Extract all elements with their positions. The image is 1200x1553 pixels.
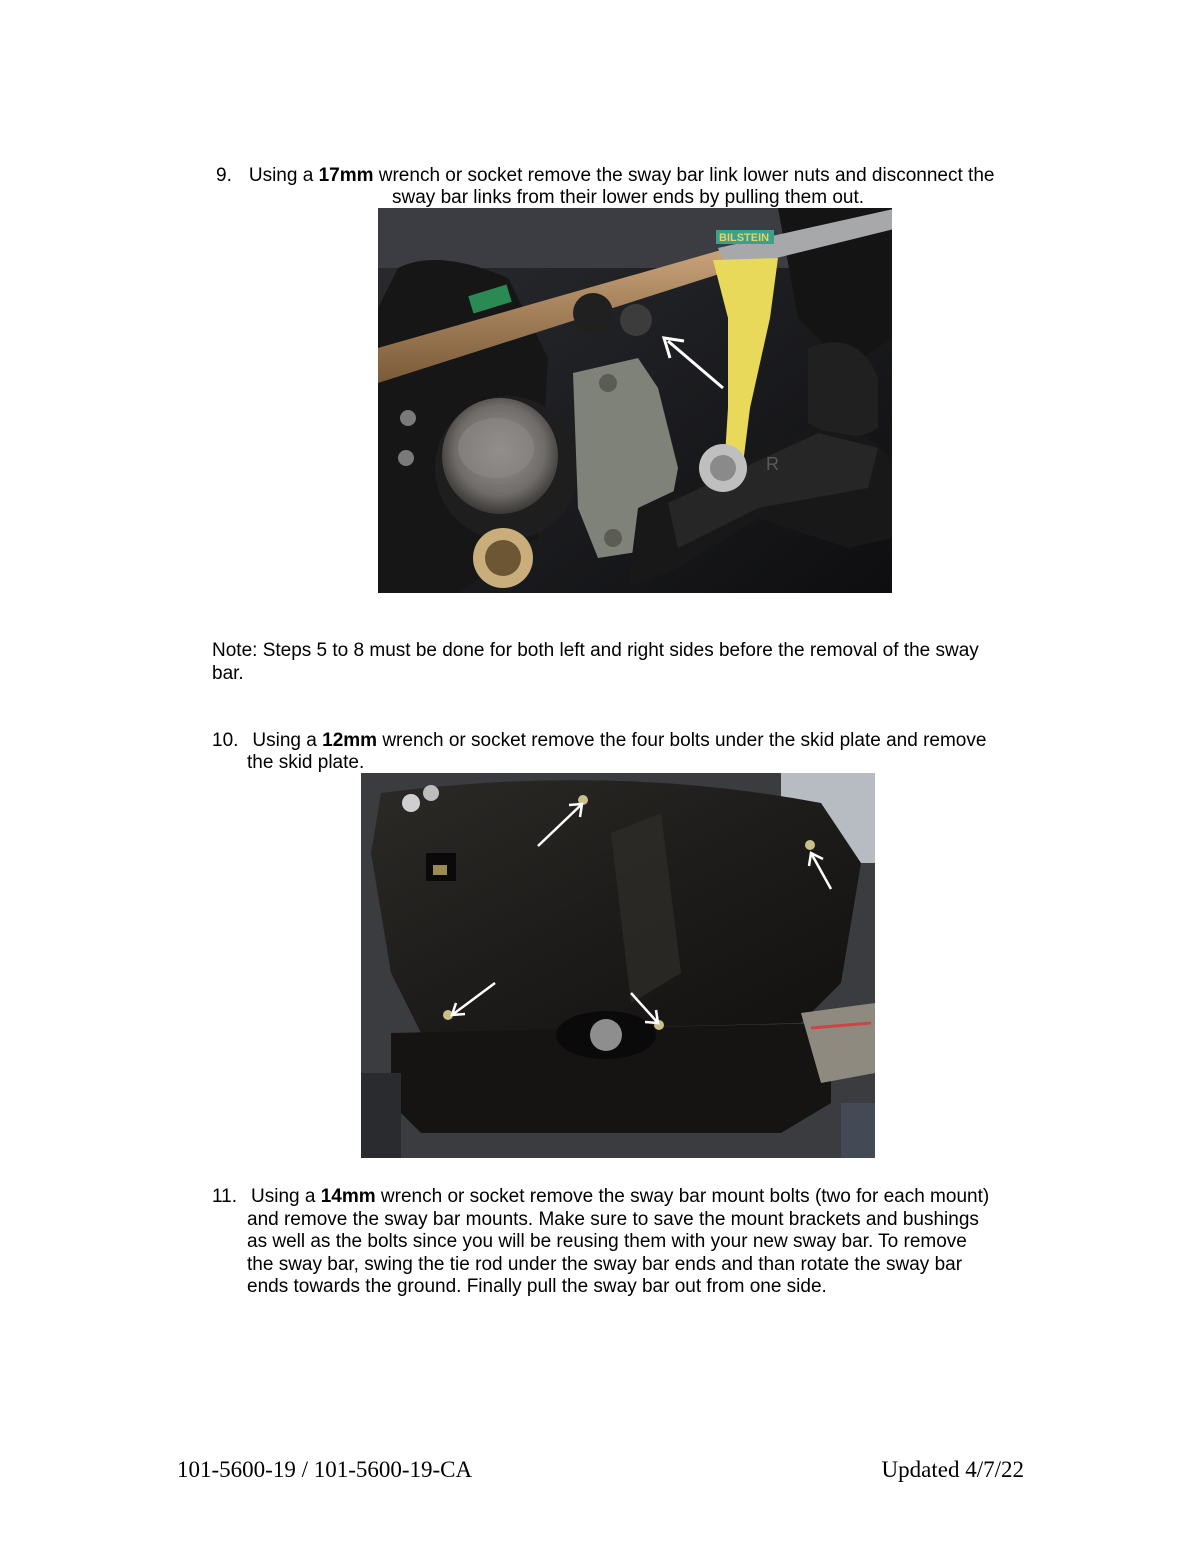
step-10-line2: the skid plate. (247, 752, 365, 773)
step-11-line5: ends towards the ground. Finally pull the sway bar out from one side. (247, 1276, 827, 1297)
step-11-text-line1: wrench or socket remove the sway bar mount bolts (two for each mount) (375, 1186, 990, 1207)
step-9-tool-size: 17mm (318, 165, 374, 186)
step-10-text-before: Using a (252, 730, 323, 751)
note-line2: bar. (212, 663, 244, 684)
step-11-line2: and remove the sway bar mounts. Make sure to save the mount brackets and bushings (247, 1209, 979, 1230)
sway-bar-link-photo (378, 208, 892, 593)
knuckle-r-mark: R (766, 454, 779, 474)
footer-updated-date: Updated 4/7/22 (881, 1457, 1024, 1482)
step-9-number: 9. (216, 165, 232, 186)
step-10-text-line1: wrench or socket remove the four bolts under the skid plate and remove (377, 730, 987, 751)
footer-part-number: 101-5600-19 / 101-5600-19-CA (177, 1457, 473, 1482)
step-10-number: 10. (212, 730, 239, 751)
step-10 (212, 730, 986, 753)
step-9-text-before: Using a (248, 165, 319, 186)
skid-plate-photo (361, 773, 875, 1158)
step-11-line4: the sway bar, swing the tie rod under the sway bar ends and than rotate the sway bar (247, 1254, 963, 1275)
step-11-number: 11. (212, 1186, 238, 1207)
shock-brand-label: BILSTEIN (719, 232, 770, 244)
step-11-line3: as well as the bolts since you will be reusing them with your new sway bar. To remove (247, 1231, 967, 1252)
step-9-line2: sway bar links from their lower ends by pulling them out. (392, 187, 865, 208)
step-11 (212, 1186, 989, 1209)
step-9-text-line1: wrench or socket remove the sway bar link lower nuts and disconnect the (373, 165, 995, 186)
step-11-tool-size: 14mm (320, 1186, 376, 1207)
step-10-tool-size: 12mm (322, 730, 378, 751)
note-line1: Note: Steps 5 to 8 must be done for both left and right sides before the removal of the sway (212, 640, 979, 661)
step-11-text-before: Using a (251, 1186, 321, 1207)
step-9 (216, 165, 994, 188)
